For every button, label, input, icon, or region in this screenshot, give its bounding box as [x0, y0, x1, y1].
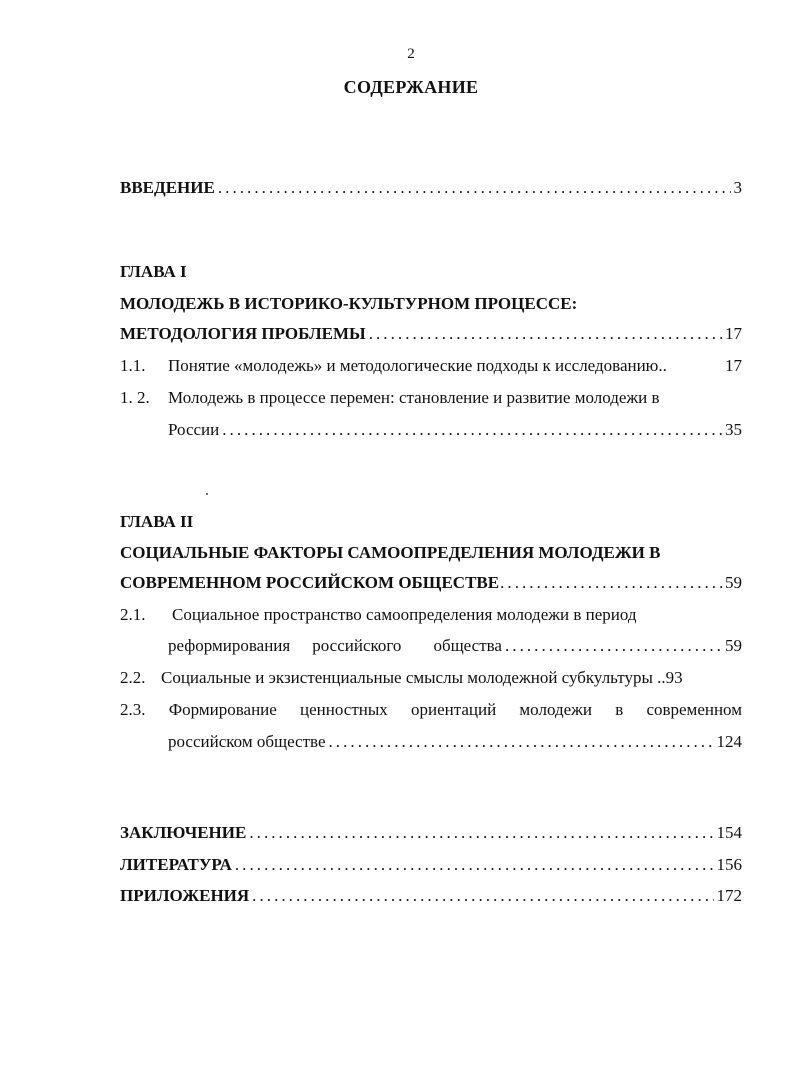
- section-title-word: общества: [433, 636, 502, 655]
- section-number: 1. 2.: [120, 388, 150, 407]
- toc-page-intro: 3: [733, 178, 742, 197]
- section-page: 35: [725, 420, 742, 439]
- toc-label-literature: ЛИТЕРАТУРА: [120, 855, 232, 874]
- dot-leader: [505, 636, 722, 656]
- chapter1-title-line2: МЕТОДОЛОГИЯ ПРОБЛЕМЫ: [120, 324, 366, 343]
- dot-leader: [222, 420, 722, 440]
- section-title-word: в: [615, 700, 624, 719]
- toc-page-appendices: 172: [716, 886, 742, 905]
- dot-leader: [252, 886, 713, 906]
- scan-speck: [206, 493, 208, 495]
- toc-entry-2-3-line1: [120, 700, 742, 720]
- section-number: 2.2.: [120, 668, 146, 687]
- dot-leader: [249, 823, 713, 843]
- chapter1-heading: ГЛАВА I: [120, 262, 187, 281]
- toc-entry-appendices: [120, 886, 742, 906]
- dot-leader: [369, 324, 722, 344]
- chapter1-title-line1: МОЛОДЕЖЬ В ИСТОРИКО-КУЛЬТУРНОМ ПРОЦЕССЕ:: [120, 294, 578, 313]
- toc-entry-2-2: [120, 668, 742, 688]
- section-title-cont: России: [168, 420, 220, 439]
- section-page: 93: [665, 668, 683, 687]
- page-title: СОДЕРЖАНИЕ: [343, 77, 479, 97]
- section-title: Понятие «молодежь» и методологические подходы к исследованию..: [168, 356, 667, 375]
- toc-entry-2-3-line2: [168, 732, 742, 752]
- section-page: 124: [716, 732, 742, 751]
- dot-leader: [235, 855, 714, 875]
- toc-entry-2-1-line1: [120, 605, 637, 625]
- section-title-word: реформирования: [168, 636, 291, 655]
- page-number: 2: [407, 46, 415, 62]
- toc-label-appendices: ПРИЛОЖЕНИЯ: [120, 886, 250, 905]
- section-title-cont: российском обществе: [168, 732, 326, 751]
- chapter2-title-line2: СОВРЕМЕННОМ РОССИЙСКОМ ОБЩЕСТВЕ: [120, 573, 500, 592]
- chapter2-heading: ГЛАВА II: [120, 512, 194, 531]
- toc-entry-intro: [120, 178, 742, 198]
- section-title-word: современном: [646, 700, 742, 719]
- toc-page-literature: 156: [716, 855, 742, 874]
- section-number: 2.1.: [120, 605, 146, 624]
- toc-entry-1-1: [120, 356, 742, 376]
- section-title: Молодежь в процессе перемен: становление и развитие молодежи в: [168, 388, 660, 407]
- toc-entry-conclusion: [120, 823, 742, 843]
- toc-entry-chapter1: [120, 324, 742, 344]
- section-title-word: молодежи: [519, 700, 592, 719]
- dot-leader: [500, 573, 724, 593]
- section-title: Социальное пространство самоопределения молодежи в период: [172, 605, 637, 624]
- toc-page-conclusion: 154: [716, 823, 742, 842]
- chapter2-title-line1: СОЦИАЛЬНЫЕ ФАКТОРЫ САМООПРЕДЕЛЕНИЯ МОЛОДЕЖИ В: [120, 543, 661, 562]
- dot-leader: [329, 732, 714, 752]
- section-number: 2.3.: [120, 700, 146, 719]
- toc-entry-chapter2: [120, 573, 742, 593]
- toc-entry-1-2-line2: [168, 420, 742, 440]
- toc-page-chapter2: 59: [725, 573, 742, 592]
- section-number: 1.1.: [120, 356, 146, 375]
- toc-entry-1-2-line1: [120, 388, 660, 408]
- section-title-word: российского: [312, 636, 402, 655]
- section-title-word: ориентаций: [411, 700, 497, 719]
- toc-label-conclusion: ЗАКЛЮЧЕНИЕ: [120, 823, 247, 842]
- section-page: 17: [725, 356, 742, 375]
- toc-entry-2-1-line2: [168, 636, 742, 656]
- dot-leader: [218, 178, 731, 198]
- section-title-word: ценностных: [300, 700, 388, 719]
- toc-page-chapter1: 17: [725, 324, 742, 343]
- section-title: Социальные и экзистенциальные смыслы молодежной субкультуры ..: [161, 668, 666, 687]
- toc-label-intro: ВВЕДЕНИЕ: [120, 178, 215, 197]
- section-title-word: Формирование: [168, 700, 277, 719]
- section-page: 59: [725, 636, 742, 655]
- toc-entry-literature: [120, 855, 742, 875]
